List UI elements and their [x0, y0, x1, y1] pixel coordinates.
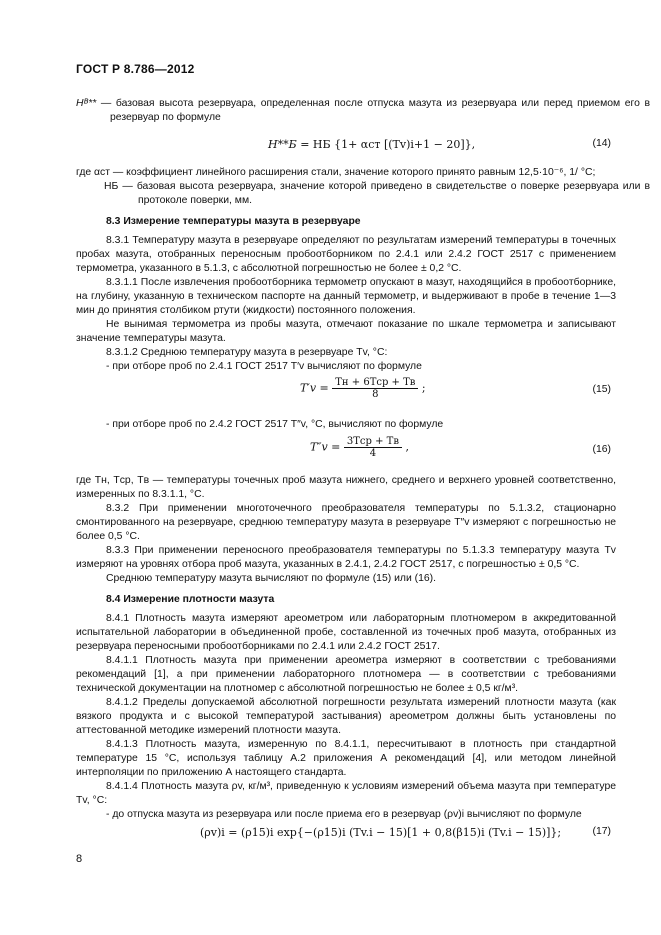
eq14-left: H**Б [268, 138, 297, 151]
where-hb: HБ — базовая высота резервуара, значение которой приведено в свидетельстве о поверке резервуара или в протоколе поверки, мм. [104, 181, 650, 206]
section-8-4-title: 8.4 Измерение плотности мазута [106, 594, 275, 605]
eq15-denominator: 8 [372, 389, 379, 400]
para-8-4-1-1: 8.4.1.1 Плотность мазута при применении ареометра измеряют в соответствии с требованиями рекомендаций [1], а при применении лабораторного плотномера — в соответствии с требованиями технической документации на плотномер с абсолютной погрешностью не более ± 0,5 кг/м³. [76, 655, 616, 694]
para-2-4-2: - при отборе проб по 2.4.2 ГОСТ 2517 T″v, °С, вычисляют по формуле [106, 419, 444, 430]
para-8-3-1-1: 8.3.1.1 После извлечения пробоотборника термометр опускают в мазут, находящийся в пробоотборнике, на глубину, указанную в техническом паспорте на данный термометр, и выдерживают в пробе в течение 1—3 мин до принятия столбиком ртути (жидкости) постоянного положения. [76, 277, 616, 316]
eq15-fraction [332, 377, 418, 400]
para-8-4-1: 8.4.1 Плотность мазута измеряют ареометром или лабораторным плотномером в аккредитованной испытательной лаборатории в объединенной пробе, составленной из точечных проб мазута, отобранных из резервуара переносными пробоотборниками по 2.4.1 или 2.4.2 ГОСТ 2517. [76, 613, 616, 652]
section-8-3-title: 8.3 Измерение температуры мазута в резервуаре [106, 216, 361, 227]
eq14-rhs: = HБ {1+ αст [(Tv)i+1 − 20]}, [300, 138, 476, 151]
eq16-denominator: 4 [369, 448, 377, 459]
hb-definition [76, 97, 650, 125]
para-2-4-1: - при отборе проб по 2.4.1 ГОСТ 2517 T′v вычисляют по формуле [106, 361, 422, 372]
equation-17: (ρv)i = (ρ15)i exp{−(ρ15)i (Tv.i − 15)[1 + 0,8(β15)i (Tv.i − 15)]}; [200, 826, 562, 839]
eq17-number: (17) [592, 826, 611, 837]
para-8-4-1-4: 8.4.1.4 Плотность мазута ρv, кг/м³, приведенную к условиям измерений объема мазута при температуре Tv, °С: [76, 781, 616, 806]
eq16-left: T″v = [310, 440, 341, 454]
where-temperatures: где Tн, Tср, Tв — температуры точечных проб мазута нижнего, среднего и верхнего уровней соответственно, измеренных по 8.3.1.1, °С. [76, 475, 616, 500]
eq16-numerator: 3Tср + Tв [344, 436, 402, 448]
para-8-3-2: 8.3.2 При применении многоточечного преобразователя температуры по 5.1.3.2, стационарно смонтированного на резервуаре, среднюю температуру мазута в резервуаре T″v измеряют с погрешностью не более 0,5 °С. [76, 503, 616, 542]
where-alpha: где αст — коэффициент линейного расширения стали, значение которого принято равным 12,5·10⁻⁶, 1/ °С; [76, 167, 596, 178]
eq16-number: (16) [592, 444, 611, 455]
eq15-numerator: Tн + 6Tср + Tв [332, 377, 418, 389]
page-number: 8 [76, 853, 83, 865]
para-before-release: - до отпуска мазута из резервуара или после приема его в резервуар (ρv)i вычисляют по формуле [106, 809, 582, 820]
para-8-3-1: 8.3.1 Температуру мазута в резервуаре определяют по результатам измерений температуры в точечных пробах мазута, отобранных переносным пробоотборником по 2.4.1 или 2.4.2 ГОСТ 2517 с применением термометра, указанного в 5.1.3, с абсолютной погрешностью не более ± 0,2 °С. [76, 235, 616, 274]
document-header: ГОСТ Р 8.786—2012 [76, 62, 195, 76]
para-average: Среднюю температуру мазута вычисляют по формуле (15) или (16). [106, 573, 437, 584]
para-8-3-1-2: 8.3.1.2 Среднюю температуру мазута в резервуаре Tv, °С: [106, 347, 388, 358]
para-8-3-3: 8.3.3 При применении переносного преобразователя температуры по 5.1.3.3 температуру мазута Tv измеряют на уровнях отбора проб мазута, указанных в 2.4.1, 2.4.2 ГОСТ 2517, с погрешностью ± 0,5 °С. [76, 545, 616, 570]
para-no-remove: Не вынимая термометра из пробы мазута, отмечают показание по шкале термометра и записывают значение температуры мазута. [76, 319, 616, 344]
eq15-tail: ; [421, 381, 426, 395]
hb-term: Hᴮ** [76, 98, 97, 109]
hb-definition-text: — базовая высота резервуара, определенная после отпуска мазута из резервуара или перед приемом его в резервуар по формуле [100, 98, 650, 123]
eq15-number: (15) [592, 384, 611, 395]
eq14-number: (14) [592, 138, 611, 149]
equation-16 [310, 436, 409, 459]
eq16-tail: , [405, 440, 409, 454]
para-8-4-1-3: 8.4.1.3 Плотность мазута, измеренную по 8.4.1.1, пересчитывают в плотность при стандартной температуре 15 °С, используя таблицу А.2 приложения А рекомендаций [4], или методом линейной интерполяции по приложению А настоящего стандарта. [76, 739, 616, 778]
equation-14 [268, 138, 475, 151]
equation-15 [300, 377, 426, 400]
eq16-fraction [344, 436, 402, 459]
para-8-4-1-2: 8.4.1.2 Пределы допускаемой абсолютной погрешности результата измерений плотности мазута (как вязкого продукта и с высокой температурой застывания) ареометром должны быть установлены по аттестованной методике измерений плотности мазута. [76, 697, 616, 736]
eq15-left: T′v = [300, 381, 329, 395]
